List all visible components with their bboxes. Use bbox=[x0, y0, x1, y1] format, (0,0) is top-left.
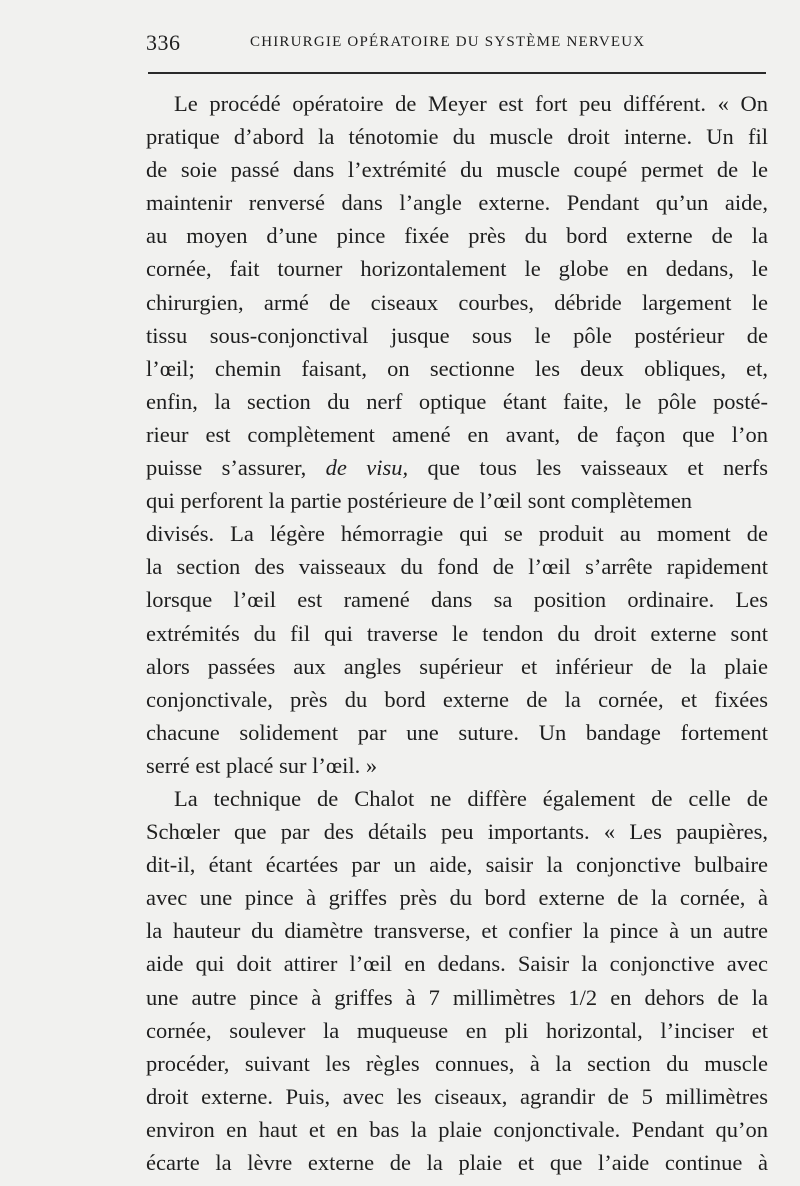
text-line: serré est placé sur l’œil. » bbox=[146, 752, 378, 778]
text-segment: puisse s’assurer, bbox=[146, 455, 326, 481]
text-line: écarte la lèvre externe de la plaie et que l’aide continue à bbox=[146, 1150, 768, 1175]
text-line: tissu sous-conjonctival jusque sous le pôle postérieur de bbox=[146, 322, 768, 348]
text-line: la section des vaisseaux du fond de l’œil s’arrête rapidement bbox=[146, 554, 768, 580]
text-line: pratique d’abord la ténotomie du muscle droit interne. Un fil bbox=[146, 124, 768, 150]
text-line: extrémités du fil qui traverse le tendon du droit externe sont bbox=[146, 620, 768, 646]
text-line: La technique de Chalot ne diffère également de celle de bbox=[174, 785, 768, 811]
text-line: dit-il, étant écartées par un aide, saisir la conjonctive bulbaire bbox=[146, 852, 768, 878]
text-line: de soie passé dans l’extrémité du muscle coupé permet de le bbox=[146, 157, 768, 183]
text-line: lorsque l’œil est ramené dans sa position ordinaire. Les bbox=[146, 587, 768, 613]
text-line: rieur est complètement amené en avant, de façon que l’on bbox=[146, 421, 768, 447]
text-line: Schœler que par des détails peu importants. « Les paupières, bbox=[146, 819, 768, 845]
text-line: divisés. La légère hémorragie qui se produit au moment de bbox=[146, 521, 768, 547]
text-segment: que tous les vaisseaux et nerfs bbox=[408, 455, 768, 481]
text-line: avec une pince à griffes près du bord externe de la cornée, à bbox=[146, 885, 768, 911]
page-number: 336 bbox=[146, 30, 181, 55]
page-header bbox=[146, 30, 766, 56]
body-text bbox=[146, 87, 768, 1179]
text-line: aide qui doit attirer l’œil en dedans. Saisir la conjonctive avec bbox=[146, 951, 768, 977]
text-line bbox=[146, 451, 768, 484]
text-line: chacune solidement par une suture. Un bandage fortement bbox=[146, 719, 768, 745]
running-head: CHIRURGIE OPÉRATOIRE DU SYSTÈME NERVEUX bbox=[250, 34, 646, 50]
text-line: qui perforent la partie postérieure de l’œil sont complètemen bbox=[146, 488, 693, 514]
text-line: cornée, fait tourner horizontalement le globe en dedans, le bbox=[146, 256, 768, 282]
italic-phrase: de visu, bbox=[325, 455, 409, 481]
text-line: l’œil; chemin faisant, on sectionne les deux obliques, et, bbox=[146, 355, 768, 381]
text-line: Le procédé opératoire de Meyer est fort peu différent. « On bbox=[174, 91, 768, 116]
text-line: au moyen d’une pince fixée près du bord externe de la bbox=[146, 223, 768, 249]
text-line: droit externe. Puis, avec les ciseaux, agrandir de 5 millimètres bbox=[146, 1083, 768, 1109]
text-line: alors passées aux angles supérieur et inférieur de la plaie bbox=[146, 653, 768, 679]
header-rule bbox=[148, 72, 766, 74]
text-line: une autre pince à griffes à 7 millimètres 1/2 en dehors de la bbox=[146, 984, 768, 1010]
text-line: environ en haut et en bas la plaie conjonctivale. Pendant qu’on bbox=[146, 1116, 768, 1142]
text-line: procéder, suivant les règles connues, à la section du muscle bbox=[146, 1050, 768, 1076]
text-line: cornée, soulever la muqueuse en pli horizontal, l’inciser et bbox=[146, 1017, 768, 1043]
text-line: conjonctivale, près du bord externe de la cornée, et fixées bbox=[146, 686, 768, 712]
text-line: la hauteur du diamètre transverse, et confier la pince à un autre bbox=[146, 918, 768, 944]
text-line: enfin, la section du nerf optique étant faite, le pôle posté- bbox=[146, 388, 768, 414]
text-line: chirurgien, armé de ciseaux courbes, débride largement le bbox=[146, 289, 768, 315]
text-line: maintenir renversé dans l’angle externe. Pendant qu’un aide, bbox=[146, 190, 768, 216]
